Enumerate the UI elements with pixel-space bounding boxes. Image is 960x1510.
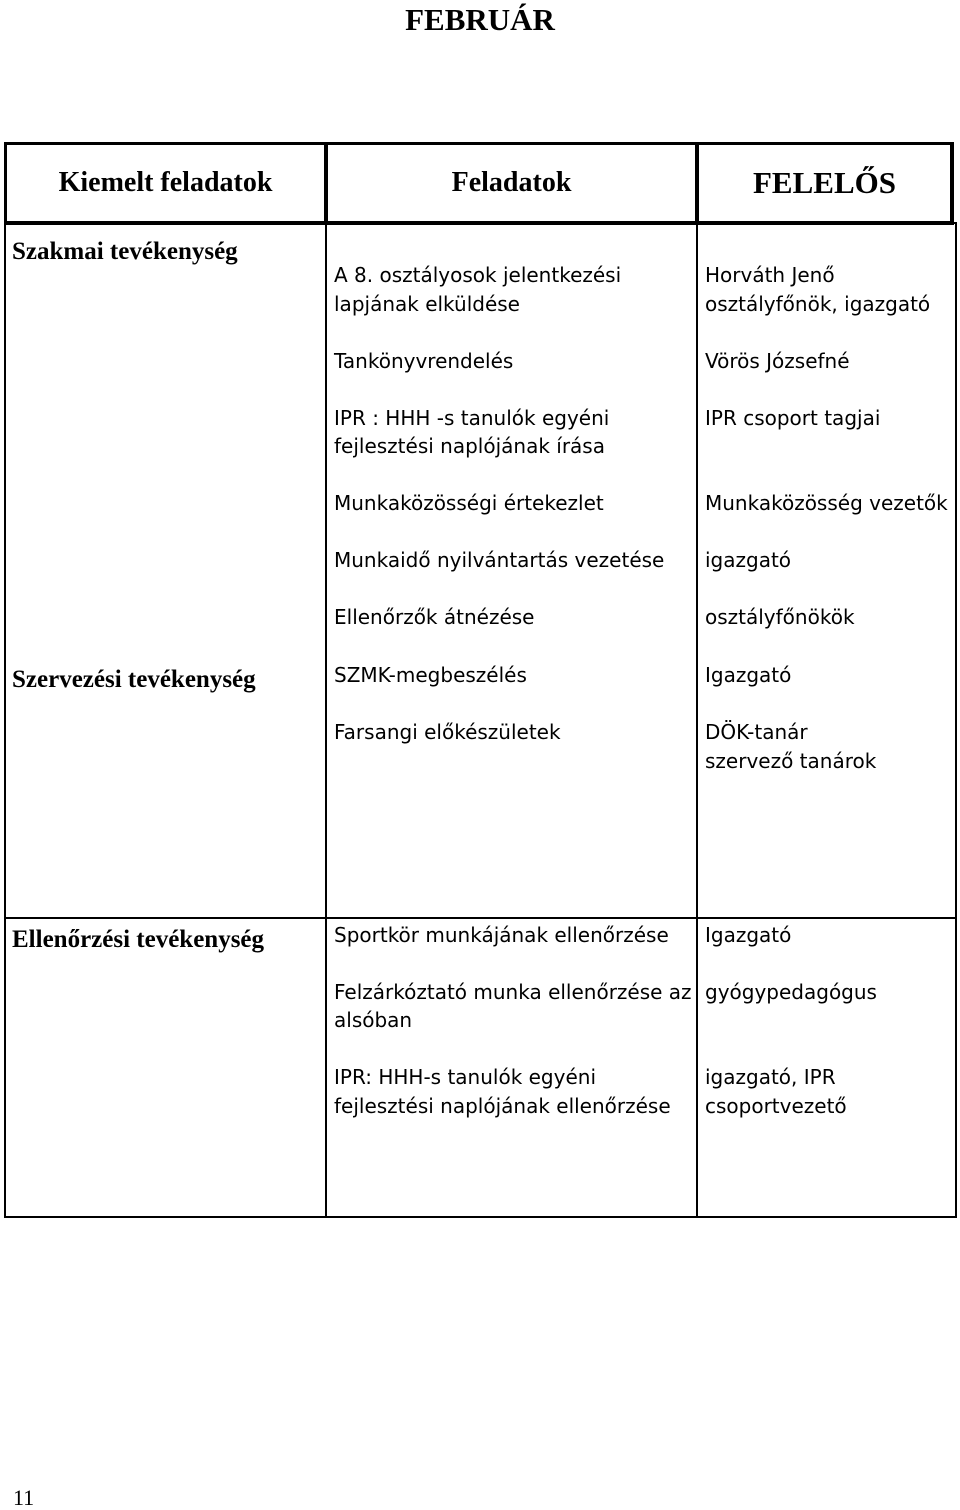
task-line: Tankönyvrendelés [334, 349, 514, 373]
responsible-line: Horváth Jenő [705, 263, 835, 287]
task-line: Felzárkóztató munka ellenőrzése az [334, 980, 692, 1004]
header-felelos: FELELŐS [696, 142, 954, 225]
page-title: FEBRUÁR [405, 2, 555, 37]
task-line: Munkaközösségi értekezlet [334, 491, 604, 515]
responsible-line: gyógypedagógus [705, 980, 877, 1004]
column-divider [696, 222, 698, 1218]
task-line: SZMK-megbeszélés [334, 663, 527, 687]
category-ellenorzesi: Ellenőrzési tevékenység [12, 926, 265, 953]
header-feladatok: Feladatok [325, 142, 699, 225]
responsible-line: igazgató, IPR [705, 1065, 836, 1089]
task-line: Munkaidő nyilvántartás vezetése [334, 548, 665, 572]
column-divider [325, 222, 327, 1218]
header-kiemelt-feladatok: Kiemelt feladatok [4, 142, 328, 225]
page-number: 11 [13, 1485, 35, 1510]
task-line: fejlesztési naplójának ellenőrzése [334, 1094, 671, 1118]
task-line: fejlesztési naplójának írása [334, 434, 605, 458]
responsible-line: szervező tanárok [705, 749, 877, 773]
responsible-line: csoportvezető [705, 1094, 847, 1118]
responsible-line: IPR csoport tagjai [705, 406, 881, 430]
task-line: alsóban [334, 1008, 413, 1032]
responsible-line: Munkaközösség vezetők [705, 491, 948, 515]
row-divider [4, 917, 957, 919]
category-szervezesi: Szervezési tevékenység [12, 666, 256, 693]
responsible-line: DÖK-tanár [705, 720, 808, 744]
task-line: A 8. osztályosok jelentkezési [334, 263, 622, 287]
category-szakmai: Szakmai tevékenység [12, 238, 238, 265]
task-line: IPR: HHH-s tanulók egyéni [334, 1065, 597, 1089]
task-line: Ellenőrzők átnézése [334, 605, 535, 629]
responsible-line: Vörös Józsefné [705, 349, 850, 373]
responsible-line: osztályfőnök, igazgató [705, 292, 931, 316]
responsible-line: igazgató [705, 548, 792, 572]
task-line: Farsangi előkészületek [334, 720, 561, 744]
responsible-line: osztályfőnökök [705, 605, 855, 629]
task-line: Sportkör munkájának ellenőrzése [334, 923, 669, 947]
responsible-line: Igazgató [705, 923, 792, 947]
task-line: lapjának elküldése [334, 292, 520, 316]
task-line: IPR : HHH -s tanulók egyéni [334, 406, 610, 430]
responsible-line: Igazgató [705, 663, 792, 687]
